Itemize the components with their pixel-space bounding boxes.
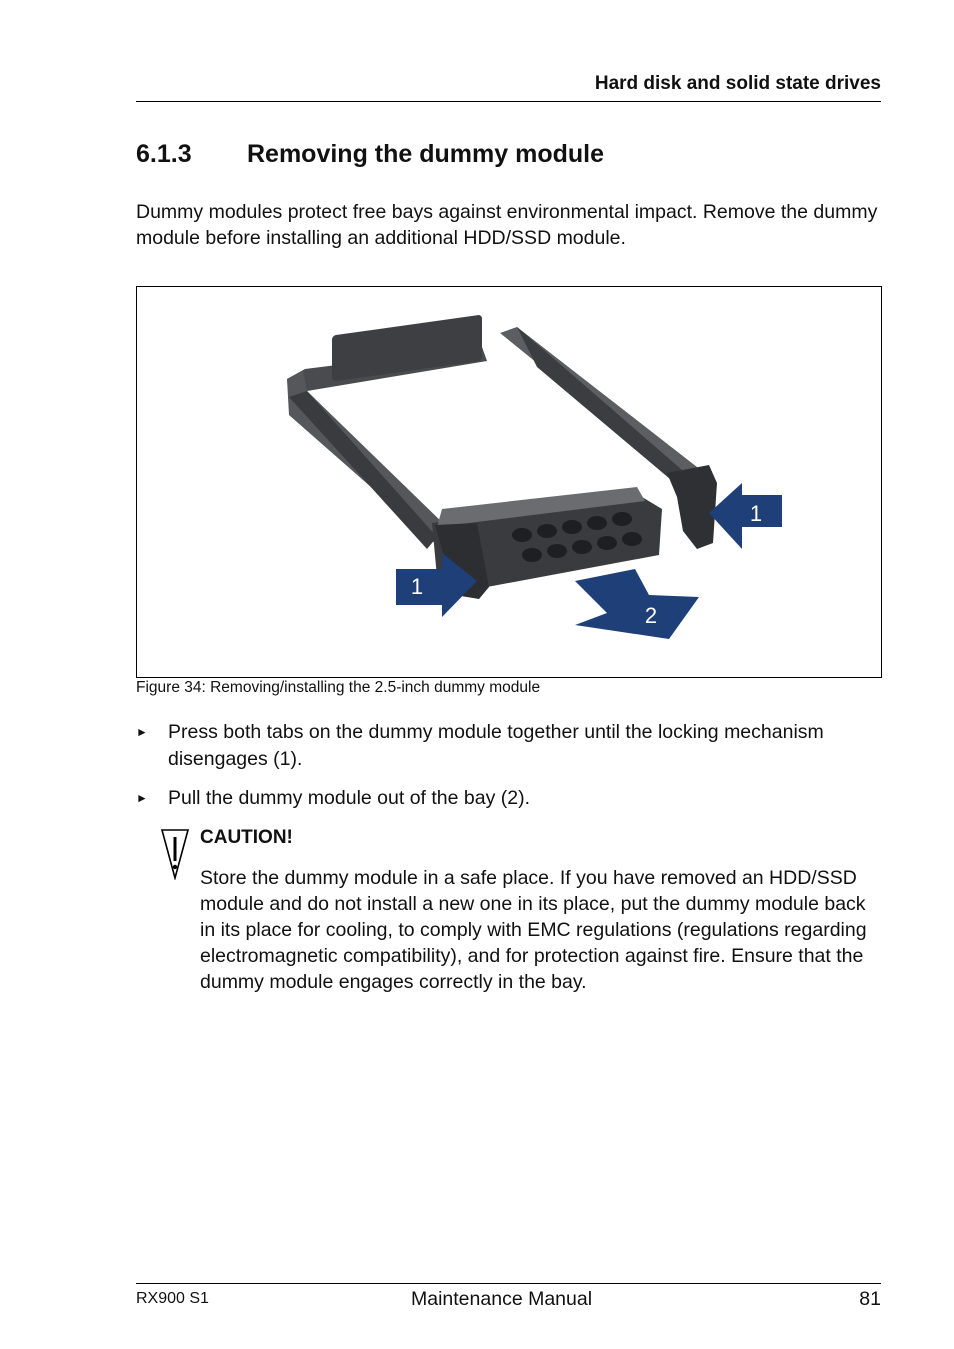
- module-right-tab: [667, 465, 717, 549]
- dummy-module-illustration: [137, 287, 881, 677]
- instruction-step: [136, 719, 886, 773]
- instruction-step: [136, 785, 886, 812]
- caution-warning-icon: [160, 828, 190, 880]
- intro-paragraph: Dummy modules protect free bays against environmental impact. Remove the dummy module before installing an additional HDD/SSD module.: [136, 201, 878, 249]
- figure-frame: [136, 286, 882, 678]
- footer-rule: [136, 1283, 881, 1284]
- figure-caption: Figure 34: Removing/installing the 2.5-inch dummy module: [136, 679, 541, 696]
- module-left-rail-edge: [289, 391, 437, 549]
- step-bullet-icon: ►: [136, 791, 148, 805]
- callout-arrow-right: [709, 483, 782, 549]
- caution-title: CAUTION!: [200, 827, 293, 848]
- footer-doc-title: Maintenance Manual: [411, 1288, 593, 1310]
- step-bullet-icon: ►: [136, 725, 148, 739]
- header-rule: [136, 101, 881, 102]
- callout-label-pull: 2: [644, 603, 658, 628]
- module-right-rail-inner: [517, 327, 697, 495]
- step-text: Pull the dummy module out of the bay (2).: [168, 787, 531, 809]
- section-title: Removing the dummy module: [247, 140, 604, 168]
- pull-arrow: [575, 569, 699, 639]
- section-heading: [136, 140, 604, 169]
- page-number: 81: [859, 1288, 881, 1310]
- step-text: Press both tabs on the dummy module together until the locking mechanism disengages (1).: [168, 721, 824, 770]
- running-header: Hard disk and solid state drives: [594, 73, 881, 94]
- callout-label-right: 1: [749, 501, 763, 526]
- section-number: 6.1.3: [136, 140, 192, 168]
- footer-product: RX900 S1: [136, 1290, 209, 1307]
- callout-label-left: 1: [410, 574, 424, 599]
- caution-text: Store the dummy module in a safe place. If you have removed an HDD/SSD module and do not install a new one in its place, put the dummy module back in its place for cooling, to comply with EMC regulations (regulations regarding electromagnetic compatibility), and for protection against fire. Ensure that the dummy module engages correctly in the bay.: [200, 867, 867, 993]
